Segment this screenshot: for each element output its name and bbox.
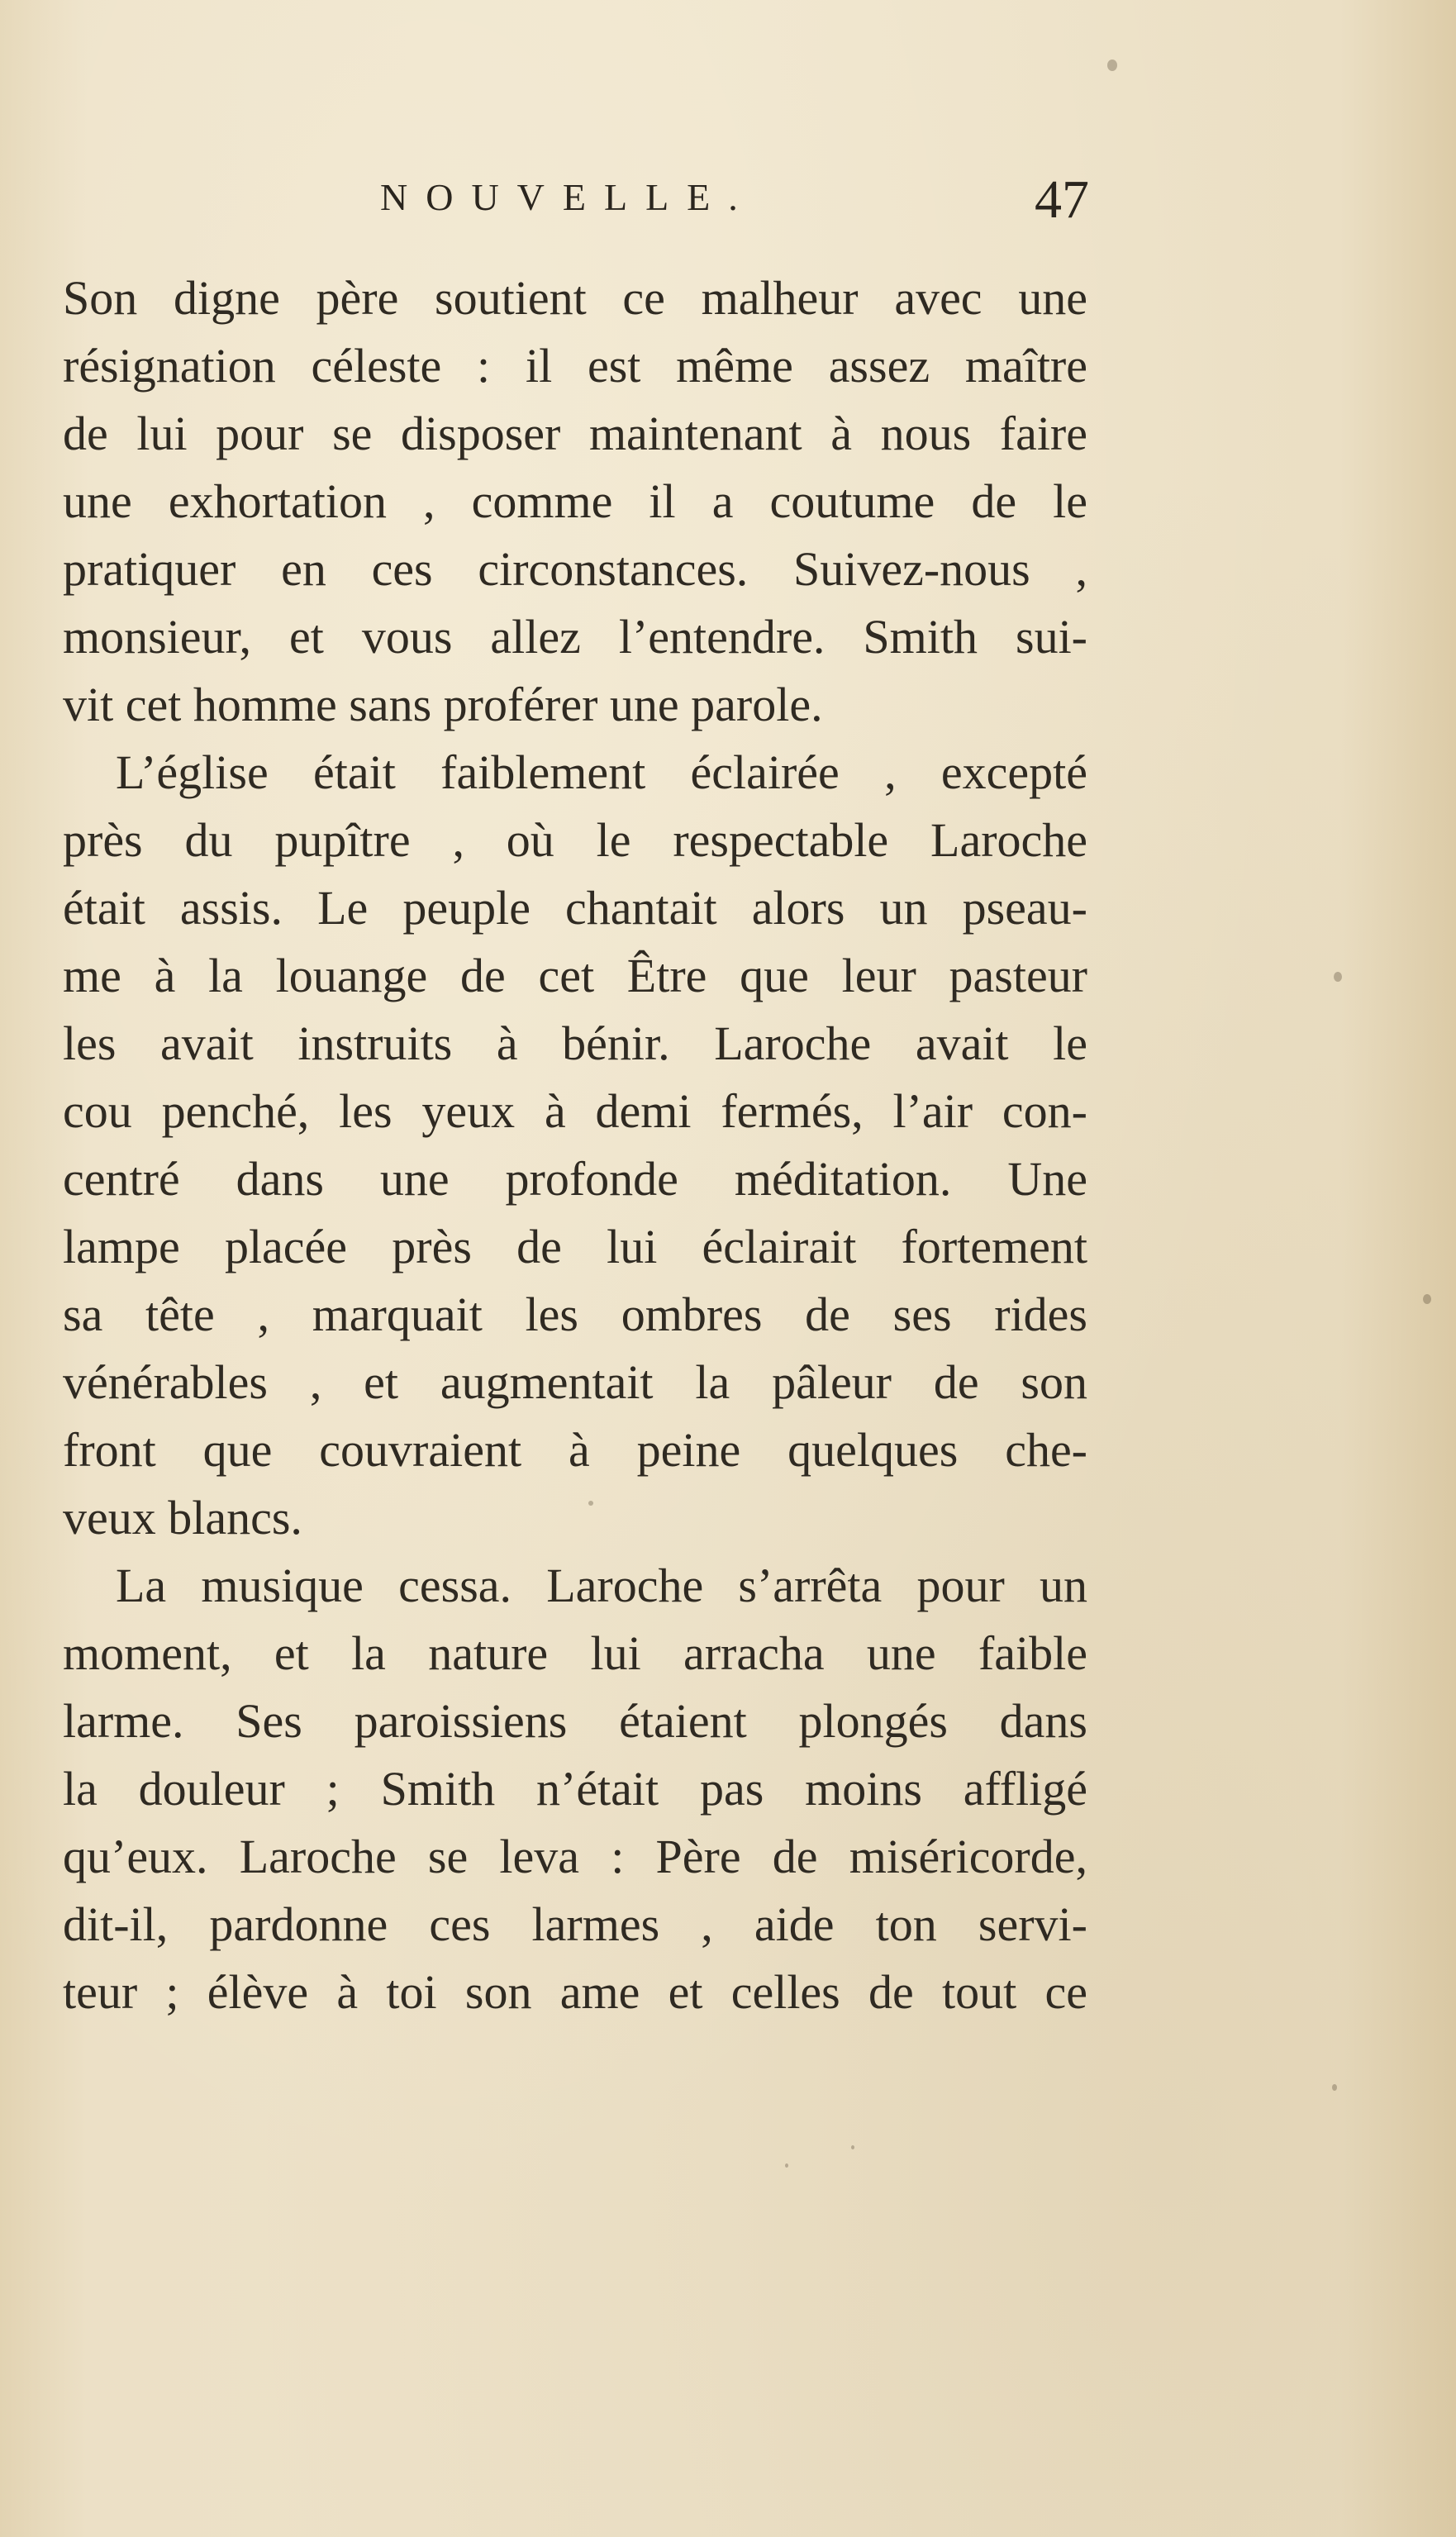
text-line: veux blancs. [63, 1491, 302, 1545]
text-line: lampe placée près de lui éclairait fortement [63, 1220, 1087, 1273]
text-line: L’église était faiblement éclairée , excepté [116, 745, 1087, 799]
text-line: larme. Ses paroissiens étaient plongés dans [63, 1694, 1087, 1748]
body-text [63, 264, 1087, 2026]
text-line: une exhortation , comme il a coutume de le [63, 474, 1087, 528]
text-line: vénérables , et augmentait la pâleur de son [63, 1355, 1087, 1409]
paper-speck [1332, 2084, 1337, 2091]
text-line: teur ; élève à toi son ame et celles de tout ce [63, 1965, 1087, 2019]
text-line: près du pupître , où le respectable Laroche [63, 813, 1087, 867]
text-line: qu’eux. Laroche se leva : Père de miséricorde, [63, 1830, 1087, 1883]
text-line: la douleur ; Smith n’était pas moins affligé [63, 1762, 1087, 1816]
text-line: les avait instruits à bénir. Laroche avait le [63, 1016, 1087, 1070]
paper-speck [588, 1501, 593, 1506]
text-line: résignation céleste : il est même assez maître [63, 339, 1087, 393]
paper-speck [1107, 59, 1117, 71]
text-line: monsieur, et vous allez l’entendre. Smith sui- [63, 610, 1087, 664]
text-line: sa tête , marquait les ombres de ses rides [63, 1288, 1087, 1341]
paper-speck [851, 2145, 854, 2149]
text-line: La musique cessa. Laroche s’arrêta pour un [116, 1559, 1087, 1612]
text-line: était assis. Le peuple chantait alors un pseau- [63, 881, 1087, 935]
page-number: 47 [1035, 169, 1089, 230]
running-head: NOUVELLE. [380, 176, 756, 218]
text-line: centré dans une profonde méditation. Une [63, 1152, 1087, 1206]
text-line: moment, et la nature lui arracha une faible [63, 1626, 1087, 1680]
text-line: dit-il, pardonne ces larmes , aide ton servi- [63, 1897, 1087, 1951]
text-line: Son digne père soutient ce malheur avec une [63, 271, 1087, 325]
text-line: de lui pour se disposer maintenant à nous faire [63, 407, 1087, 460]
text-line: me à la louange de cet Être que leur pasteur [63, 949, 1087, 1002]
text-line: vit cet homme sans proférer une parole. [63, 678, 823, 731]
paper-speck [1334, 972, 1342, 982]
text-line: cou penché, les yeux à demi fermés, l’air con- [63, 1084, 1087, 1138]
paper-speck [785, 2163, 788, 2168]
text-line: front que couvraient à peine quelques che- [63, 1423, 1087, 1477]
text-line: pratiquer en ces circonstances. Suivez-nous , [63, 542, 1087, 596]
paper-speck [1423, 1294, 1431, 1304]
